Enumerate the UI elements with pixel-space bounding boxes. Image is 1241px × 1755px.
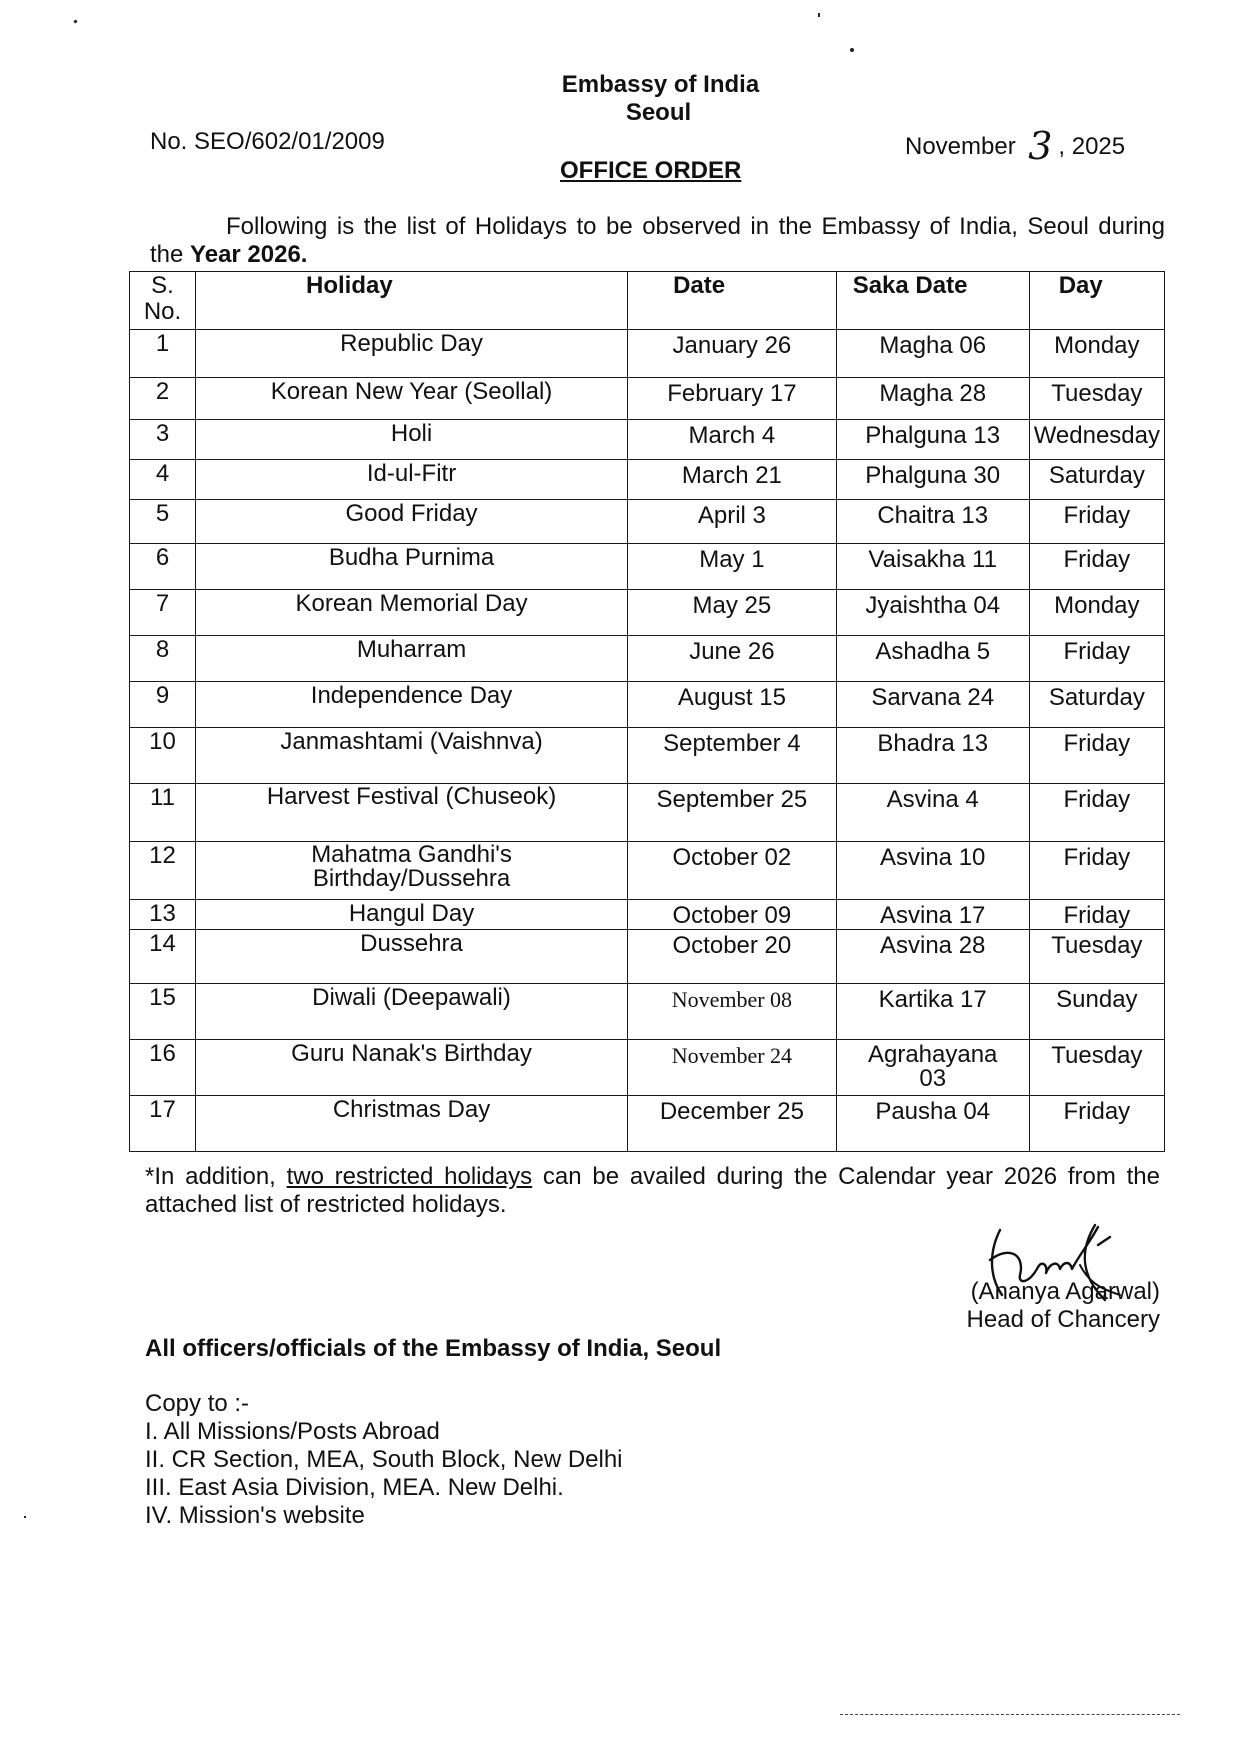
cell-date: February 17	[628, 378, 837, 420]
cell-day: Sunday	[1029, 984, 1164, 1040]
cell-date: November 24	[628, 1040, 837, 1096]
cell-saka-date: Magha 06	[836, 330, 1029, 378]
cell-day: Friday	[1029, 1096, 1164, 1152]
cell-day: Saturday	[1029, 460, 1164, 500]
table-header-row	[130, 272, 1165, 330]
cell-date: October 02	[628, 842, 837, 900]
table-row	[130, 636, 1165, 682]
cell-holiday: Muharram	[195, 636, 627, 682]
reference-number: No. SEO/602/01/2009	[150, 128, 385, 155]
cell-day: Friday	[1029, 636, 1164, 682]
cell-sno: 15	[130, 984, 196, 1040]
cell-holiday: Korean Memorial Day	[195, 590, 627, 636]
cell-saka-date: Pausha 04	[836, 1096, 1029, 1152]
cell-day: Saturday	[1029, 682, 1164, 728]
table-row	[130, 1096, 1165, 1152]
copy-item: I. All Missions/Posts Abroad	[145, 1418, 440, 1445]
cell-holiday: Dussehra	[195, 930, 627, 984]
cell-date: April 3	[628, 500, 837, 544]
table-row	[130, 900, 1165, 930]
cell-sno: 10	[130, 728, 196, 784]
cell-holiday: Republic Day	[195, 330, 627, 378]
table-body	[130, 330, 1165, 1152]
cell-saka-date: Magha 28	[836, 378, 1029, 420]
cell-sno: 5	[130, 500, 196, 544]
cell-date: January 26	[628, 330, 837, 378]
table-row	[130, 682, 1165, 728]
cell-date: June 26	[628, 636, 837, 682]
cell-date: May 25	[628, 590, 837, 636]
cell-holiday: Budha Purnima	[195, 544, 627, 590]
cell-day: Friday	[1029, 544, 1164, 590]
scan-bottom-line	[840, 1714, 1180, 1715]
date-month: November	[905, 133, 1016, 160]
cell-saka-date: Chaitra 13	[836, 500, 1029, 544]
cell-saka-date: Sarvana 24	[836, 682, 1029, 728]
cell-date: October 09	[628, 900, 837, 930]
page-title: OFFICE ORDER	[560, 157, 742, 184]
restricted-note	[145, 1163, 1160, 1191]
scan-speck	[850, 48, 854, 52]
cell-holiday: Holi	[195, 420, 627, 460]
note-underlined: two restricted holidays	[286, 1163, 533, 1190]
intro-line-1: Following is the list of Holidays to be observed in the Embassy of India, Seoul during	[226, 213, 1165, 240]
cell-holiday: Mahatma Gandhi's Birthday/Dussehra	[195, 842, 627, 900]
cell-sno: 6	[130, 544, 196, 590]
cell-saka-date: Bhadra 13	[836, 728, 1029, 784]
cell-sno: 16	[130, 1040, 196, 1096]
copy-to-list	[145, 1390, 623, 1530]
cell-saka-date: Asvina 10	[836, 842, 1029, 900]
cell-date: March 21	[628, 460, 837, 500]
cell-saka-date: Agrahayana 03	[836, 1040, 1029, 1096]
cell-day: Tuesday	[1029, 930, 1164, 984]
intro-text	[226, 213, 1165, 241]
cell-saka-date: Vaisakha 11	[836, 544, 1029, 590]
signatory-block	[900, 1278, 1160, 1334]
table-row	[130, 420, 1165, 460]
table-row	[130, 500, 1165, 544]
col-header-sno: S. No.	[130, 272, 196, 330]
cell-sno: 7	[130, 590, 196, 636]
table-row	[130, 544, 1165, 590]
intro-year: Year 2026.	[190, 241, 308, 268]
cell-sno: 4	[130, 460, 196, 500]
copy-item: II. CR Section, MEA, South Block, New Delhi	[145, 1446, 623, 1473]
signatory-designation: Head of Chancery	[966, 1306, 1160, 1333]
signatory-name: (Ananya Agarwal)	[970, 1278, 1160, 1305]
addressee: All officers/officials of the Embassy of India, Seoul	[145, 1335, 722, 1362]
table-row	[130, 330, 1165, 378]
cell-saka-date: Ashadha 5	[836, 636, 1029, 682]
cell-saka-date: Phalguna 30	[836, 460, 1029, 500]
cell-sno: 9	[130, 682, 196, 728]
cell-holiday: Id-ul-Fitr	[195, 460, 627, 500]
cell-day: Tuesday	[1029, 1040, 1164, 1096]
table-row	[130, 590, 1165, 636]
restricted-note-line-2: attached list of restricted holidays.	[145, 1191, 507, 1218]
embassy-city: Seoul	[625, 99, 692, 126]
cell-date: September 4	[628, 728, 837, 784]
col-header-date: Date	[628, 272, 837, 330]
cell-saka-date: Asvina 17	[836, 900, 1029, 930]
holiday-table	[129, 271, 1165, 1152]
cell-sno: 2	[130, 378, 196, 420]
date-year: , 2025	[1058, 133, 1126, 160]
cell-date: October 20	[628, 930, 837, 984]
cell-sno: 1	[130, 330, 196, 378]
table-row	[130, 1040, 1165, 1096]
cell-saka-date: Phalguna 13	[836, 420, 1029, 460]
cell-sno: 14	[130, 930, 196, 984]
cell-sno: 13	[130, 900, 196, 930]
date-day-handwritten: 3	[1028, 124, 1053, 168]
scan-speck	[818, 13, 820, 17]
cell-holiday: Guru Nanak's Birthday	[195, 1040, 627, 1096]
table-row	[130, 930, 1165, 984]
cell-holiday: Independence Day	[195, 682, 627, 728]
copy-item: III. East Asia Division, MEA. New Delhi.	[145, 1474, 564, 1501]
cell-holiday: Hangul Day	[195, 900, 627, 930]
cell-sno: 12	[130, 842, 196, 900]
cell-sno: 11	[130, 784, 196, 842]
cell-holiday: Diwali (Deepawali)	[195, 984, 627, 1040]
cell-holiday: Harvest Festival (Chuseok)	[195, 784, 627, 842]
cell-day: Friday	[1029, 728, 1164, 784]
cell-holiday: Good Friday	[195, 500, 627, 544]
scan-speck	[24, 1516, 26, 1518]
table-row	[130, 378, 1165, 420]
cell-date: August 15	[628, 682, 837, 728]
table-row	[130, 728, 1165, 784]
scan-speck	[73, 19, 77, 23]
cell-day: Friday	[1029, 842, 1164, 900]
table-row	[130, 460, 1165, 500]
cell-day: Tuesday	[1029, 378, 1164, 420]
copy-heading: Copy to :-	[145, 1390, 250, 1417]
cell-day: Friday	[1029, 900, 1164, 930]
cell-sno: 17	[130, 1096, 196, 1152]
embassy-name: Embassy of India	[561, 71, 760, 98]
copy-item: IV. Mission's website	[145, 1502, 365, 1529]
note-suffix: can be availed during the Calendar year 2026 from the	[532, 1163, 1160, 1190]
table-row	[130, 984, 1165, 1040]
col-header-holiday: Holiday	[195, 272, 627, 330]
cell-day: Friday	[1029, 784, 1164, 842]
cell-sno: 8	[130, 636, 196, 682]
table-row	[130, 842, 1165, 900]
cell-holiday: Korean New Year (Seollal)	[195, 378, 627, 420]
table-row	[130, 784, 1165, 842]
cell-saka-date: Asvina 4	[836, 784, 1029, 842]
cell-holiday: Christmas Day	[195, 1096, 627, 1152]
cell-day: Monday	[1029, 590, 1164, 636]
cell-day: Monday	[1029, 330, 1164, 378]
cell-date: September 25	[628, 784, 837, 842]
cell-date: May 1	[628, 544, 837, 590]
cell-day: Wednesday	[1029, 420, 1164, 460]
col-header-saka: Saka Date	[836, 272, 1029, 330]
col-header-day: Day	[1029, 272, 1164, 330]
cell-saka-date: Kartika 17	[836, 984, 1029, 1040]
intro-text-2	[150, 241, 307, 269]
cell-saka-date: Jyaishtha 04	[836, 590, 1029, 636]
cell-date: March 4	[628, 420, 837, 460]
cell-saka-date: Asvina 28	[836, 930, 1029, 984]
note-prefix: *In addition,	[145, 1163, 287, 1190]
cell-holiday: Janmashtami (Vaishnva)	[195, 728, 627, 784]
cell-sno: 3	[130, 420, 196, 460]
cell-day: Friday	[1029, 500, 1164, 544]
cell-date: December 25	[628, 1096, 837, 1152]
intro-line-2-prefix: the	[150, 241, 191, 268]
order-date	[905, 124, 1125, 168]
cell-date: November 08	[628, 984, 837, 1040]
